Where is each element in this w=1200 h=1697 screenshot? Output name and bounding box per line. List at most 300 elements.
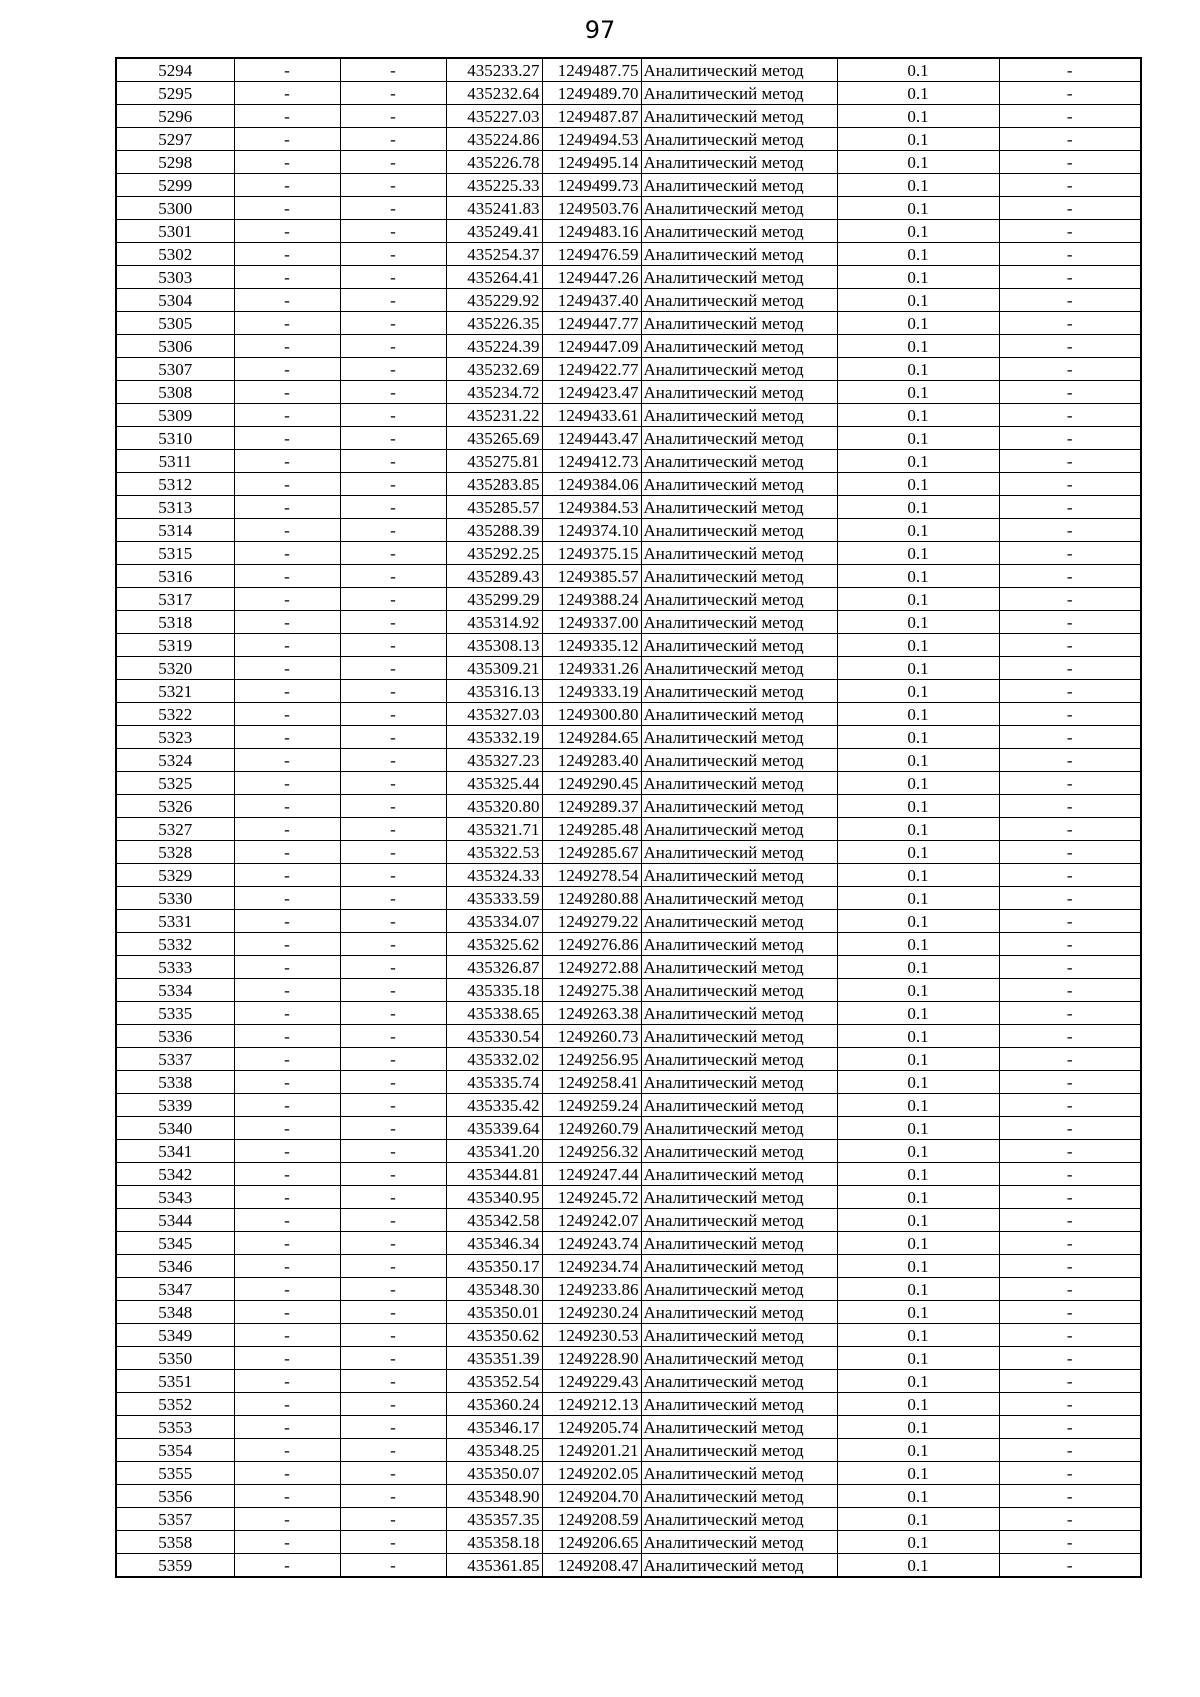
point-number-cell: 5310 xyxy=(116,427,234,450)
empty-cell-3: - xyxy=(999,657,1141,680)
method-cell: Аналитический метод xyxy=(641,634,837,657)
empty-cell-2: - xyxy=(340,220,446,243)
empty-cell-1: - xyxy=(234,864,340,887)
empty-cell-3: - xyxy=(999,1393,1141,1416)
method-cell: Аналитический метод xyxy=(641,1094,837,1117)
table-row xyxy=(116,1370,1141,1393)
empty-cell-2: - xyxy=(340,1002,446,1025)
point-number-cell: 5302 xyxy=(116,243,234,266)
empty-cell-3: - xyxy=(999,588,1141,611)
empty-cell-1: - xyxy=(234,82,340,105)
empty-cell-1: - xyxy=(234,105,340,128)
accuracy-cell: 0.1 xyxy=(837,128,999,151)
table-row xyxy=(116,933,1141,956)
empty-cell-2: - xyxy=(340,542,446,565)
method-cell: Аналитический метод xyxy=(641,841,837,864)
x-coordinate-cell: 435234.72 xyxy=(446,381,542,404)
x-coordinate-cell: 435348.25 xyxy=(446,1439,542,1462)
x-coordinate-cell: 435350.07 xyxy=(446,1462,542,1485)
point-number-cell: 5298 xyxy=(116,151,234,174)
table-row xyxy=(116,473,1141,496)
point-number-cell: 5305 xyxy=(116,312,234,335)
x-coordinate-cell: 435324.33 xyxy=(446,864,542,887)
x-coordinate-cell: 435265.69 xyxy=(446,427,542,450)
x-coordinate-cell: 435333.59 xyxy=(446,887,542,910)
method-cell: Аналитический метод xyxy=(641,1508,837,1531)
table-row xyxy=(116,979,1141,1002)
empty-cell-2: - xyxy=(340,381,446,404)
table-row xyxy=(116,1025,1141,1048)
point-number-cell: 5343 xyxy=(116,1186,234,1209)
x-coordinate-cell: 435348.30 xyxy=(446,1278,542,1301)
accuracy-cell: 0.1 xyxy=(837,841,999,864)
point-number-cell: 5321 xyxy=(116,680,234,703)
empty-cell-3: - xyxy=(999,404,1141,427)
x-coordinate-cell: 435224.39 xyxy=(446,335,542,358)
accuracy-cell: 0.1 xyxy=(837,1554,999,1578)
x-coordinate-cell: 435335.74 xyxy=(446,1071,542,1094)
method-cell: Аналитический метод xyxy=(641,1531,837,1554)
empty-cell-3: - xyxy=(999,956,1141,979)
y-coordinate-cell: 1249495.14 xyxy=(542,151,641,174)
accuracy-cell: 0.1 xyxy=(837,151,999,174)
method-cell: Аналитический метод xyxy=(641,749,837,772)
y-coordinate-cell: 1249229.43 xyxy=(542,1370,641,1393)
point-number-cell: 5333 xyxy=(116,956,234,979)
empty-cell-2: - xyxy=(340,1485,446,1508)
y-coordinate-cell: 1249256.32 xyxy=(542,1140,641,1163)
x-coordinate-cell: 435327.23 xyxy=(446,749,542,772)
accuracy-cell: 0.1 xyxy=(837,1002,999,1025)
table-row xyxy=(116,1002,1141,1025)
x-coordinate-cell: 435332.19 xyxy=(446,726,542,749)
empty-cell-1: - xyxy=(234,933,340,956)
empty-cell-3: - xyxy=(999,105,1141,128)
x-coordinate-cell: 435226.78 xyxy=(446,151,542,174)
empty-cell-2: - xyxy=(340,1140,446,1163)
accuracy-cell: 0.1 xyxy=(837,335,999,358)
empty-cell-3: - xyxy=(999,450,1141,473)
empty-cell-2: - xyxy=(340,1347,446,1370)
accuracy-cell: 0.1 xyxy=(837,1163,999,1186)
table-row xyxy=(116,1048,1141,1071)
method-cell: Аналитический метод xyxy=(641,795,837,818)
empty-cell-1: - xyxy=(234,956,340,979)
empty-cell-1: - xyxy=(234,680,340,703)
accuracy-cell: 0.1 xyxy=(837,795,999,818)
y-coordinate-cell: 1249278.54 xyxy=(542,864,641,887)
table-row xyxy=(116,427,1141,450)
empty-cell-1: - xyxy=(234,1117,340,1140)
method-cell: Аналитический метод xyxy=(641,151,837,174)
method-cell: Аналитический метод xyxy=(641,312,837,335)
y-coordinate-cell: 1249289.37 xyxy=(542,795,641,818)
empty-cell-1: - xyxy=(234,1163,340,1186)
empty-cell-2: - xyxy=(340,841,446,864)
point-number-cell: 5352 xyxy=(116,1393,234,1416)
table-row xyxy=(116,358,1141,381)
x-coordinate-cell: 435232.64 xyxy=(446,82,542,105)
x-coordinate-cell: 435361.85 xyxy=(446,1554,542,1578)
empty-cell-1: - xyxy=(234,1531,340,1554)
table-row xyxy=(116,1485,1141,1508)
table-row xyxy=(116,335,1141,358)
empty-cell-3: - xyxy=(999,887,1141,910)
table-row xyxy=(116,1301,1141,1324)
empty-cell-2: - xyxy=(340,772,446,795)
table-row xyxy=(116,404,1141,427)
method-cell: Аналитический метод xyxy=(641,726,837,749)
empty-cell-2: - xyxy=(340,404,446,427)
empty-cell-2: - xyxy=(340,473,446,496)
table-row xyxy=(116,772,1141,795)
empty-cell-1: - xyxy=(234,174,340,197)
y-coordinate-cell: 1249247.44 xyxy=(542,1163,641,1186)
table-row xyxy=(116,312,1141,335)
point-number-cell: 5308 xyxy=(116,381,234,404)
table-row xyxy=(116,1554,1141,1578)
x-coordinate-cell: 435335.18 xyxy=(446,979,542,1002)
x-coordinate-cell: 435346.34 xyxy=(446,1232,542,1255)
method-cell: Аналитический метод xyxy=(641,220,837,243)
point-number-cell: 5349 xyxy=(116,1324,234,1347)
empty-cell-3: - xyxy=(999,266,1141,289)
empty-cell-3: - xyxy=(999,381,1141,404)
table-row xyxy=(116,634,1141,657)
accuracy-cell: 0.1 xyxy=(837,979,999,1002)
point-number-cell: 5318 xyxy=(116,611,234,634)
point-number-cell: 5326 xyxy=(116,795,234,818)
empty-cell-1: - xyxy=(234,749,340,772)
method-cell: Аналитический метод xyxy=(641,335,837,358)
accuracy-cell: 0.1 xyxy=(837,1140,999,1163)
x-coordinate-cell: 435320.80 xyxy=(446,795,542,818)
empty-cell-3: - xyxy=(999,128,1141,151)
empty-cell-2: - xyxy=(340,749,446,772)
x-coordinate-cell: 435340.95 xyxy=(446,1186,542,1209)
empty-cell-2: - xyxy=(340,1278,446,1301)
accuracy-cell: 0.1 xyxy=(837,956,999,979)
y-coordinate-cell: 1249258.41 xyxy=(542,1071,641,1094)
empty-cell-2: - xyxy=(340,289,446,312)
point-number-cell: 5356 xyxy=(116,1485,234,1508)
y-coordinate-cell: 1249331.26 xyxy=(542,657,641,680)
method-cell: Аналитический метод xyxy=(641,1347,837,1370)
y-coordinate-cell: 1249335.12 xyxy=(542,634,641,657)
y-coordinate-cell: 1249204.70 xyxy=(542,1485,641,1508)
empty-cell-3: - xyxy=(999,1324,1141,1347)
y-coordinate-cell: 1249242.07 xyxy=(542,1209,641,1232)
table-row xyxy=(116,128,1141,151)
x-coordinate-cell: 435288.39 xyxy=(446,519,542,542)
point-number-cell: 5334 xyxy=(116,979,234,1002)
y-coordinate-cell: 1249202.05 xyxy=(542,1462,641,1485)
empty-cell-2: - xyxy=(340,1071,446,1094)
empty-cell-1: - xyxy=(234,1301,340,1324)
x-coordinate-cell: 435292.25 xyxy=(446,542,542,565)
method-cell: Аналитический метод xyxy=(641,588,837,611)
method-cell: Аналитический метод xyxy=(641,1439,837,1462)
point-number-cell: 5345 xyxy=(116,1232,234,1255)
table-row xyxy=(116,1347,1141,1370)
empty-cell-3: - xyxy=(999,1278,1141,1301)
method-cell: Аналитический метод xyxy=(641,1140,837,1163)
empty-cell-1: - xyxy=(234,795,340,818)
empty-cell-2: - xyxy=(340,565,446,588)
empty-cell-1: - xyxy=(234,542,340,565)
empty-cell-1: - xyxy=(234,887,340,910)
y-coordinate-cell: 1249333.19 xyxy=(542,680,641,703)
empty-cell-1: - xyxy=(234,1048,340,1071)
y-coordinate-cell: 1249384.53 xyxy=(542,496,641,519)
y-coordinate-cell: 1249276.86 xyxy=(542,933,641,956)
table-body xyxy=(116,58,1141,1577)
method-cell: Аналитический метод xyxy=(641,887,837,910)
empty-cell-2: - xyxy=(340,358,446,381)
accuracy-cell: 0.1 xyxy=(837,381,999,404)
y-coordinate-cell: 1249374.10 xyxy=(542,519,641,542)
point-number-cell: 5307 xyxy=(116,358,234,381)
method-cell: Аналитический метод xyxy=(641,519,837,542)
empty-cell-1: - xyxy=(234,979,340,1002)
accuracy-cell: 0.1 xyxy=(837,611,999,634)
method-cell: Аналитический метод xyxy=(641,1232,837,1255)
x-coordinate-cell: 435325.44 xyxy=(446,772,542,795)
accuracy-cell: 0.1 xyxy=(837,565,999,588)
empty-cell-1: - xyxy=(234,404,340,427)
empty-cell-3: - xyxy=(999,818,1141,841)
point-number-cell: 5312 xyxy=(116,473,234,496)
y-coordinate-cell: 1249447.09 xyxy=(542,335,641,358)
method-cell: Аналитический метод xyxy=(641,1485,837,1508)
point-number-cell: 5342 xyxy=(116,1163,234,1186)
empty-cell-2: - xyxy=(340,611,446,634)
empty-cell-1: - xyxy=(234,1462,340,1485)
table-row xyxy=(116,105,1141,128)
accuracy-cell: 0.1 xyxy=(837,496,999,519)
table-row xyxy=(116,289,1141,312)
accuracy-cell: 0.1 xyxy=(837,1531,999,1554)
accuracy-cell: 0.1 xyxy=(837,1255,999,1278)
empty-cell-1: - xyxy=(234,1002,340,1025)
y-coordinate-cell: 1249375.15 xyxy=(542,542,641,565)
y-coordinate-cell: 1249447.77 xyxy=(542,312,641,335)
method-cell: Аналитический метод xyxy=(641,1186,837,1209)
y-coordinate-cell: 1249201.21 xyxy=(542,1439,641,1462)
empty-cell-2: - xyxy=(340,197,446,220)
y-coordinate-cell: 1249260.73 xyxy=(542,1025,641,1048)
empty-cell-1: - xyxy=(234,1232,340,1255)
method-cell: Аналитический метод xyxy=(641,358,837,381)
point-number-cell: 5295 xyxy=(116,82,234,105)
empty-cell-2: - xyxy=(340,519,446,542)
empty-cell-2: - xyxy=(340,1232,446,1255)
point-number-cell: 5338 xyxy=(116,1071,234,1094)
point-number-cell: 5314 xyxy=(116,519,234,542)
table-row xyxy=(116,220,1141,243)
x-coordinate-cell: 435226.35 xyxy=(446,312,542,335)
empty-cell-1: - xyxy=(234,243,340,266)
empty-cell-3: - xyxy=(999,1117,1141,1140)
table-row xyxy=(116,1186,1141,1209)
x-coordinate-cell: 435326.87 xyxy=(446,956,542,979)
x-coordinate-cell: 435350.01 xyxy=(446,1301,542,1324)
accuracy-cell: 0.1 xyxy=(837,289,999,312)
y-coordinate-cell: 1249489.70 xyxy=(542,82,641,105)
empty-cell-3: - xyxy=(999,542,1141,565)
table-row xyxy=(116,588,1141,611)
empty-cell-1: - xyxy=(234,128,340,151)
x-coordinate-cell: 435249.41 xyxy=(446,220,542,243)
point-number-cell: 5355 xyxy=(116,1462,234,1485)
x-coordinate-cell: 435316.13 xyxy=(446,680,542,703)
empty-cell-1: - xyxy=(234,358,340,381)
empty-cell-3: - xyxy=(999,1347,1141,1370)
empty-cell-1: - xyxy=(234,1071,340,1094)
accuracy-cell: 0.1 xyxy=(837,1485,999,1508)
point-number-cell: 5336 xyxy=(116,1025,234,1048)
point-number-cell: 5303 xyxy=(116,266,234,289)
y-coordinate-cell: 1249300.80 xyxy=(542,703,641,726)
table-row xyxy=(116,82,1141,105)
empty-cell-3: - xyxy=(999,358,1141,381)
point-number-cell: 5337 xyxy=(116,1048,234,1071)
x-coordinate-cell: 435342.58 xyxy=(446,1209,542,1232)
point-number-cell: 5330 xyxy=(116,887,234,910)
empty-cell-3: - xyxy=(999,795,1141,818)
empty-cell-2: - xyxy=(340,657,446,680)
accuracy-cell: 0.1 xyxy=(837,519,999,542)
empty-cell-2: - xyxy=(340,1048,446,1071)
table-row xyxy=(116,749,1141,772)
point-number-cell: 5339 xyxy=(116,1094,234,1117)
empty-cell-3: - xyxy=(999,1439,1141,1462)
method-cell: Аналитический метод xyxy=(641,933,837,956)
y-coordinate-cell: 1249228.90 xyxy=(542,1347,641,1370)
x-coordinate-cell: 435241.83 xyxy=(446,197,542,220)
table-row xyxy=(116,151,1141,174)
method-cell: Аналитический метод xyxy=(641,1554,837,1578)
point-number-cell: 5301 xyxy=(116,220,234,243)
empty-cell-3: - xyxy=(999,1186,1141,1209)
x-coordinate-cell: 435264.41 xyxy=(446,266,542,289)
empty-cell-1: - xyxy=(234,1485,340,1508)
empty-cell-3: - xyxy=(999,174,1141,197)
empty-cell-3: - xyxy=(999,1301,1141,1324)
empty-cell-1: - xyxy=(234,1416,340,1439)
method-cell: Аналитический метод xyxy=(641,1163,837,1186)
empty-cell-2: - xyxy=(340,266,446,289)
table-row xyxy=(116,197,1141,220)
table-row xyxy=(116,887,1141,910)
empty-cell-1: - xyxy=(234,611,340,634)
empty-cell-3: - xyxy=(999,427,1141,450)
x-coordinate-cell: 435332.02 xyxy=(446,1048,542,1071)
table-row xyxy=(116,565,1141,588)
empty-cell-3: - xyxy=(999,1554,1141,1578)
point-number-cell: 5309 xyxy=(116,404,234,427)
method-cell: Аналитический метод xyxy=(641,82,837,105)
accuracy-cell: 0.1 xyxy=(837,404,999,427)
method-cell: Аналитический метод xyxy=(641,1255,837,1278)
empty-cell-1: - xyxy=(234,1094,340,1117)
y-coordinate-cell: 1249423.47 xyxy=(542,381,641,404)
point-number-cell: 5316 xyxy=(116,565,234,588)
empty-cell-1: - xyxy=(234,910,340,933)
method-cell: Аналитический метод xyxy=(641,174,837,197)
table-row xyxy=(116,611,1141,634)
accuracy-cell: 0.1 xyxy=(837,197,999,220)
empty-cell-1: - xyxy=(234,588,340,611)
table-row xyxy=(116,726,1141,749)
y-coordinate-cell: 1249290.45 xyxy=(542,772,641,795)
method-cell: Аналитический метод xyxy=(641,1324,837,1347)
table-row xyxy=(116,1255,1141,1278)
accuracy-cell: 0.1 xyxy=(837,1048,999,1071)
x-coordinate-cell: 435338.65 xyxy=(446,1002,542,1025)
accuracy-cell: 0.1 xyxy=(837,1025,999,1048)
x-coordinate-cell: 435321.71 xyxy=(446,818,542,841)
accuracy-cell: 0.1 xyxy=(837,772,999,795)
empty-cell-3: - xyxy=(999,1508,1141,1531)
point-number-cell: 5357 xyxy=(116,1508,234,1531)
table-row xyxy=(116,1232,1141,1255)
point-number-cell: 5324 xyxy=(116,749,234,772)
empty-cell-2: - xyxy=(340,174,446,197)
empty-cell-2: - xyxy=(340,933,446,956)
empty-cell-3: - xyxy=(999,151,1141,174)
method-cell: Аналитический метод xyxy=(641,772,837,795)
empty-cell-1: - xyxy=(234,1439,340,1462)
point-number-cell: 5313 xyxy=(116,496,234,519)
table-row xyxy=(116,841,1141,864)
point-number-cell: 5335 xyxy=(116,1002,234,1025)
x-coordinate-cell: 435350.17 xyxy=(446,1255,542,1278)
point-number-cell: 5359 xyxy=(116,1554,234,1578)
empty-cell-3: - xyxy=(999,910,1141,933)
empty-cell-2: - xyxy=(340,703,446,726)
empty-cell-3: - xyxy=(999,82,1141,105)
y-coordinate-cell: 1249437.40 xyxy=(542,289,641,312)
empty-cell-3: - xyxy=(999,58,1141,82)
table-row xyxy=(116,1071,1141,1094)
empty-cell-3: - xyxy=(999,933,1141,956)
method-cell: Аналитический метод xyxy=(641,1209,837,1232)
method-cell: Аналитический метод xyxy=(641,611,837,634)
empty-cell-1: - xyxy=(234,841,340,864)
y-coordinate-cell: 1249208.47 xyxy=(542,1554,641,1578)
empty-cell-2: - xyxy=(340,1117,446,1140)
y-coordinate-cell: 1249499.73 xyxy=(542,174,641,197)
empty-cell-1: - xyxy=(234,58,340,82)
point-number-cell: 5346 xyxy=(116,1255,234,1278)
y-coordinate-cell: 1249275.38 xyxy=(542,979,641,1002)
empty-cell-2: - xyxy=(340,1462,446,1485)
x-coordinate-cell: 435358.18 xyxy=(446,1531,542,1554)
method-cell: Аналитический метод xyxy=(641,1071,837,1094)
method-cell: Аналитический метод xyxy=(641,1048,837,1071)
accuracy-cell: 0.1 xyxy=(837,1347,999,1370)
method-cell: Аналитический метод xyxy=(641,243,837,266)
y-coordinate-cell: 1249260.79 xyxy=(542,1117,641,1140)
empty-cell-1: - xyxy=(234,1554,340,1578)
empty-cell-3: - xyxy=(999,1485,1141,1508)
point-number-cell: 5304 xyxy=(116,289,234,312)
accuracy-cell: 0.1 xyxy=(837,887,999,910)
y-coordinate-cell: 1249283.40 xyxy=(542,749,641,772)
method-cell: Аналитический метод xyxy=(641,128,837,151)
accuracy-cell: 0.1 xyxy=(837,427,999,450)
